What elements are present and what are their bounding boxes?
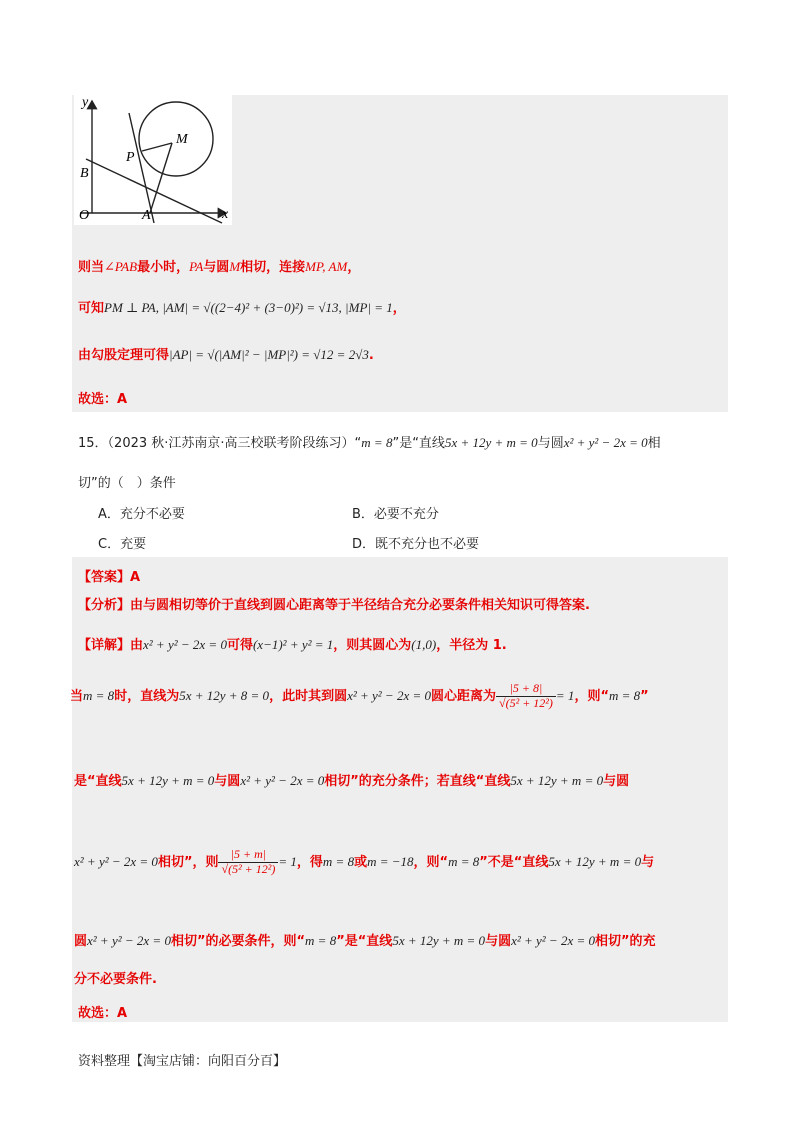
math: m = 8: [322, 853, 355, 869]
solution15-analysis: 【分析】由与圆相切等价于直线到圆心距离等于半径结合充分必要条件相关知识可得答案.: [78, 598, 590, 613]
math: |AP| = √(|AM|² − |MP|²) = √12 = 2√3: [169, 347, 369, 362]
math: x² + y² − 2x = 0: [511, 933, 596, 948]
text: 当: [70, 688, 84, 704]
math: x² + y² − 2x = 0: [347, 687, 432, 703]
tangent-line: [129, 113, 154, 223]
geometry-figure-svg: [74, 95, 232, 225]
text: 与圆: [537, 436, 564, 451]
text: ”是“直线: [392, 436, 445, 451]
solution14-line3: [78, 344, 374, 363]
option-b[interactable]: B．必要不充分: [352, 507, 439, 522]
math: 5x + 12y + m = 0: [510, 773, 604, 788]
math: ∠PAB: [104, 259, 138, 274]
label-m: M: [176, 132, 188, 147]
segment-am: [150, 143, 172, 213]
solution15-final-answer: 故选：A: [78, 1006, 128, 1021]
solution15-answer-tag: 【答案】A: [78, 570, 141, 585]
label-a: A: [142, 208, 151, 223]
math: x² + y² − 2x = 0: [563, 435, 648, 450]
text: ，: [392, 301, 406, 316]
text: 由勾股定理可得: [78, 348, 170, 363]
math: m = 8: [305, 933, 337, 948]
math: x² + y² − 2x = 0: [143, 637, 227, 652]
solution14-line2: [78, 297, 406, 316]
text: ，则其圆心为: [333, 638, 412, 653]
math: x² + y² − 2x = 0: [87, 933, 171, 948]
solution15-detail-line1: [78, 634, 507, 653]
option-a[interactable]: A．充分不必要: [98, 507, 185, 522]
text: “: [354, 436, 362, 451]
math: = 1: [555, 687, 575, 703]
text: 相切”的必要条件，则“: [170, 934, 306, 949]
math: 5x + 12y + m = 0: [548, 853, 642, 869]
text: 与圆: [214, 774, 241, 789]
text: 或: [354, 854, 368, 870]
text: 是“直线: [74, 774, 122, 789]
label-origin: O: [79, 208, 90, 223]
question-source: （2023 秋·江苏南京·高三校联考阶段练习）: [107, 436, 355, 451]
math: (x−1)² + y² = 1: [252, 637, 334, 652]
text: ，得: [296, 854, 323, 870]
fraction-tangent: [218, 848, 278, 877]
option-c[interactable]: C．充要: [98, 537, 147, 552]
label-p: P: [126, 150, 135, 165]
text: 可得: [226, 638, 253, 653]
math: PM ⊥ PA, |AM| = √((2−4)² + (3−0)²) = √13, |MP| = 1: [104, 300, 393, 315]
math: 5x + 12y + m = 0: [444, 435, 538, 450]
text: ，此时其到圆: [269, 688, 348, 704]
text: 与圆: [203, 260, 230, 275]
text: 相切”，则: [157, 854, 219, 870]
math: m = 8: [83, 687, 115, 703]
math: 5x + 12y + m = 0: [392, 933, 486, 948]
math: m = −18: [367, 853, 414, 869]
math: M: [229, 259, 241, 274]
text: 与: [641, 854, 655, 870]
fraction-denominator: √(5² + 12²): [499, 695, 553, 710]
text: 则当: [78, 260, 105, 275]
text: ，则“: [574, 688, 609, 704]
text: 【详解】由: [78, 638, 144, 653]
math: PA: [189, 259, 204, 274]
footer-credit: 资料整理【淘宝店铺：向阳百分百】: [78, 1054, 287, 1069]
question15-line2: 切”的（ ）条件: [78, 476, 176, 491]
label-b: B: [80, 166, 89, 181]
math: 5x + 12y + 8 = 0: [179, 687, 270, 703]
math: MP, AM: [305, 259, 348, 274]
text: ，则“: [413, 854, 449, 870]
math: 5x + 12y + m = 0: [121, 773, 215, 788]
label-y: y: [82, 95, 89, 110]
math: (1,0): [411, 637, 437, 652]
math: m = 8: [361, 435, 393, 450]
text: 相: [647, 436, 661, 451]
label-x: x: [222, 207, 229, 222]
fraction-numerator: |5 + 8|: [496, 682, 556, 697]
fraction-distance: [496, 682, 556, 711]
text: ”是“直线: [336, 934, 393, 949]
solution15-detail-line4: [74, 848, 654, 877]
solution15-detail-line2: [70, 682, 649, 711]
text: ”: [640, 688, 649, 704]
question15-line1: [78, 432, 661, 451]
solution15-detail-line3: [74, 770, 629, 789]
solution14-answer: 故选：A: [78, 392, 128, 407]
text: 圆心距离为: [431, 688, 497, 704]
text: 相切”的充: [595, 934, 656, 949]
question-number: 15．: [78, 436, 108, 451]
math: = 1: [278, 853, 297, 869]
text: 时，直线为: [114, 688, 180, 704]
option-d[interactable]: D．既不充分也不必要: [352, 537, 480, 552]
segment-pm: [142, 143, 172, 151]
text: 最小时，: [137, 260, 190, 275]
text: 圆: [74, 934, 88, 949]
solution15-detail-line5: [74, 930, 656, 949]
text: 与圆: [485, 934, 512, 949]
fraction-denominator: √(5² + 12²): [221, 861, 276, 876]
text: ，: [347, 260, 361, 275]
math: x² + y² − 2x = 0: [240, 773, 325, 788]
text: ，半径为 1.: [436, 638, 507, 653]
fraction-numerator: |5 + m|: [218, 848, 278, 863]
text: 可知: [78, 301, 105, 316]
solution15-background: [72, 557, 728, 1022]
solution15-detail-line6: 分不必要条件.: [74, 972, 157, 987]
text: 与圆: [603, 774, 630, 789]
text: ”不是“直线: [479, 854, 549, 870]
geometry-figure: [74, 95, 232, 225]
math: x² + y² − 2x = 0: [74, 853, 158, 869]
solution14-line1: [78, 256, 360, 275]
text: 相切”的充分条件；若直线“直线: [324, 774, 511, 789]
math: m = 8: [608, 687, 641, 703]
text: 相切，连接: [240, 260, 306, 275]
math: m = 8: [448, 853, 480, 869]
text: .: [368, 348, 374, 363]
